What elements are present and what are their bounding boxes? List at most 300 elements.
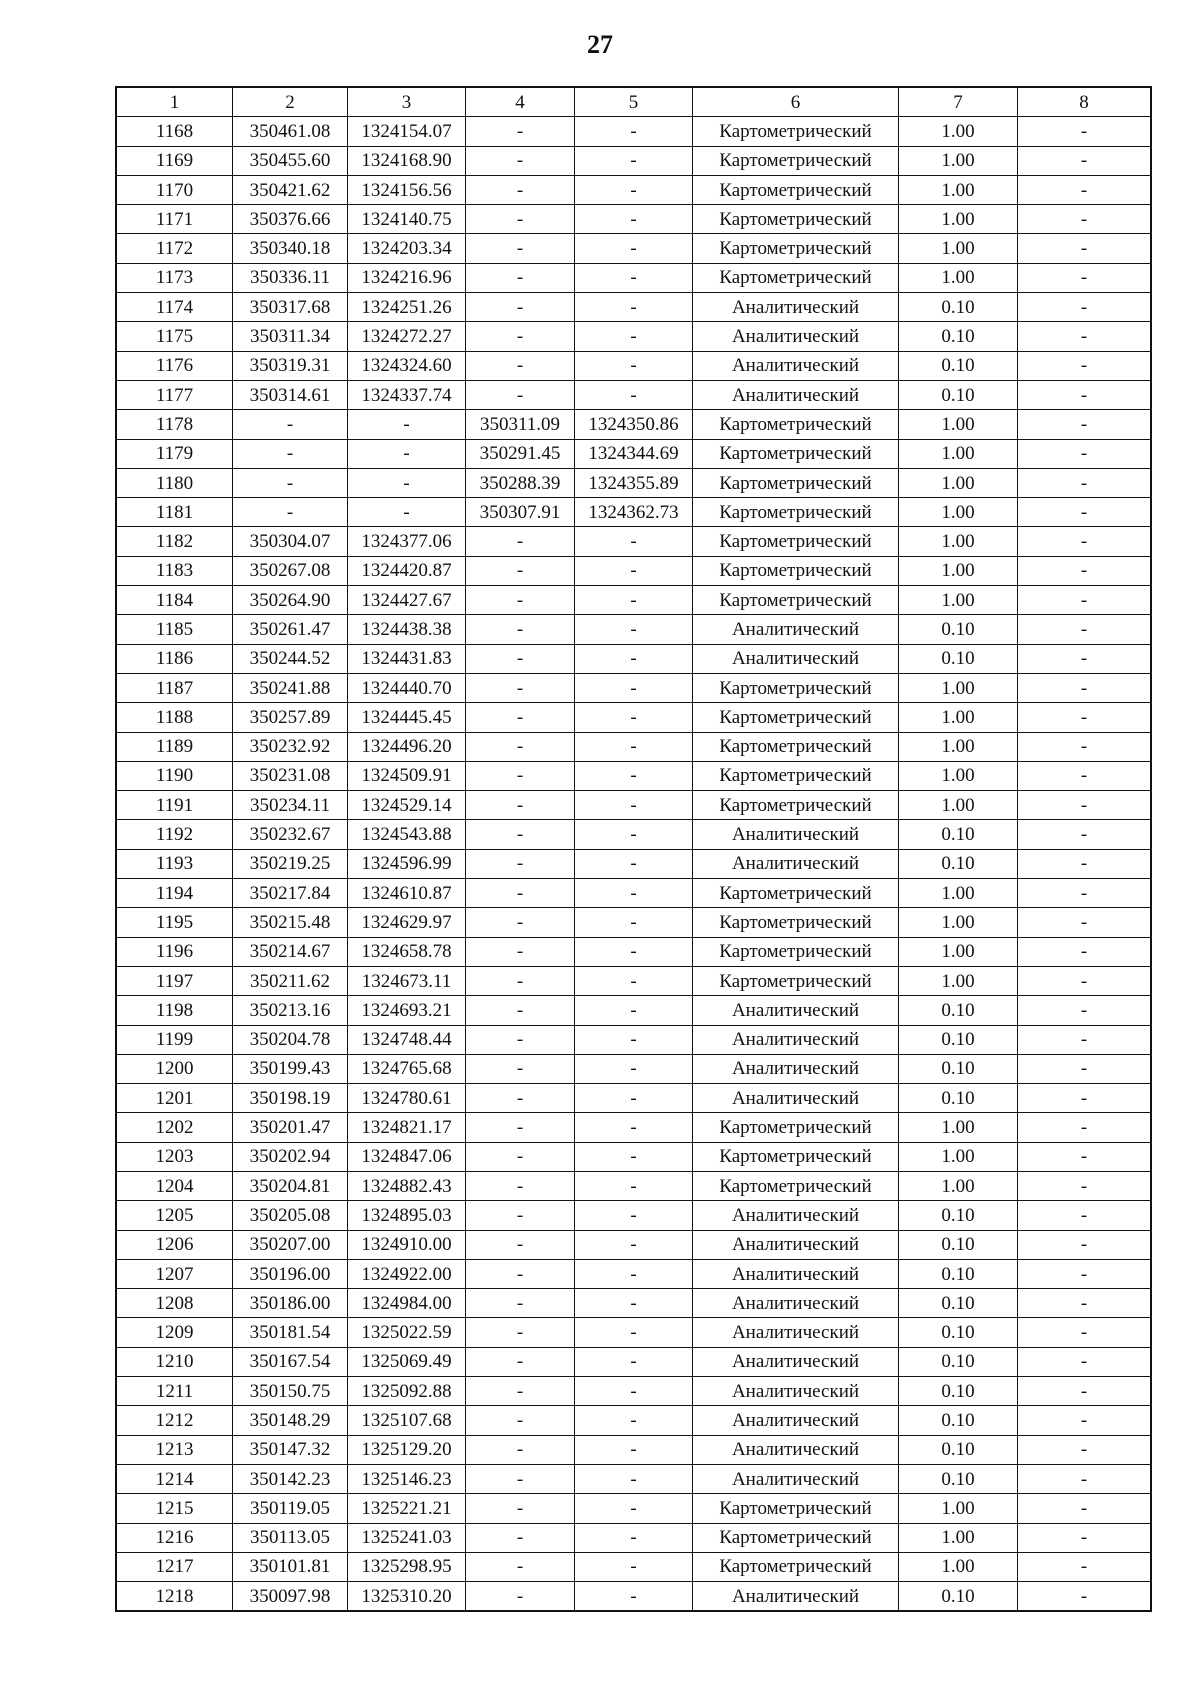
table-cell-col-7: 1.00 bbox=[899, 703, 1018, 732]
table-cell-col-5: 1324344.69 bbox=[575, 439, 693, 468]
table-row bbox=[116, 205, 1151, 234]
table-cell-col-2: 350167.54 bbox=[233, 1347, 348, 1376]
table-cell-col-6: Картометрический bbox=[693, 263, 899, 292]
table-cell-col-5: - bbox=[575, 175, 693, 204]
table-cell-col-6: Картометрический bbox=[693, 966, 899, 995]
table-cell-col-6: Аналитический bbox=[693, 322, 899, 351]
table-cell-col-7: 0.10 bbox=[899, 1054, 1018, 1083]
table-row bbox=[116, 293, 1151, 322]
table-cell-col-7: 1.00 bbox=[899, 1171, 1018, 1200]
table-cell-col-2: 350314.61 bbox=[233, 380, 348, 409]
table-cell-col-3: 1325146.23 bbox=[348, 1464, 466, 1493]
table-cell-col-1: 1208 bbox=[116, 1289, 233, 1318]
table-cell-col-8: - bbox=[1018, 1494, 1152, 1523]
table-cell-col-8: - bbox=[1018, 644, 1152, 673]
table-cell-col-1: 1184 bbox=[116, 586, 233, 615]
table-cell-col-6: Картометрический bbox=[693, 673, 899, 702]
table-cell-col-4: - bbox=[466, 1230, 575, 1259]
table-cell-col-7: 1.00 bbox=[899, 791, 1018, 820]
table-cell-col-1: 1185 bbox=[116, 615, 233, 644]
table-cell-col-8: - bbox=[1018, 966, 1152, 995]
table-cell-col-1: 1189 bbox=[116, 732, 233, 761]
table-cell-col-7: 0.10 bbox=[899, 1201, 1018, 1230]
table-cell-col-4: - bbox=[466, 673, 575, 702]
table-cell-col-6: Аналитический bbox=[693, 380, 899, 409]
table-cell-col-2: 350142.23 bbox=[233, 1464, 348, 1493]
table-cell-col-8: - bbox=[1018, 351, 1152, 380]
table-cell-col-8: - bbox=[1018, 380, 1152, 409]
table-cell-col-6: Аналитический bbox=[693, 1435, 899, 1464]
table-cell-col-3: 1324445.45 bbox=[348, 703, 466, 732]
table-cell-col-2: 350199.43 bbox=[233, 1054, 348, 1083]
table-cell-col-4: - bbox=[466, 293, 575, 322]
table-cell-col-8: - bbox=[1018, 1054, 1152, 1083]
table-cell-col-8: - bbox=[1018, 1084, 1152, 1113]
table-cell-col-1: 1212 bbox=[116, 1406, 233, 1435]
table-cell-col-2: 350317.68 bbox=[233, 293, 348, 322]
table-cell-col-1: 1187 bbox=[116, 673, 233, 702]
table-cell-col-5: - bbox=[575, 586, 693, 615]
table-cell-col-2: 350207.00 bbox=[233, 1230, 348, 1259]
table-row bbox=[116, 1552, 1151, 1581]
table-cell-col-6: Картометрический bbox=[693, 498, 899, 527]
table-cell-col-6: Аналитический bbox=[693, 1318, 899, 1347]
table-cell-col-4: - bbox=[466, 556, 575, 585]
table-cell-col-6: Аналитический bbox=[693, 1406, 899, 1435]
table-cell-col-6: Аналитический bbox=[693, 849, 899, 878]
table-cell-col-7: 0.10 bbox=[899, 351, 1018, 380]
table-row bbox=[116, 1347, 1151, 1376]
table-cell-col-1: 1177 bbox=[116, 380, 233, 409]
table-cell-col-8: - bbox=[1018, 556, 1152, 585]
table-cell-col-4: - bbox=[466, 322, 575, 351]
table-cell-col-4: - bbox=[466, 1582, 575, 1612]
table-cell-col-4: 350291.45 bbox=[466, 439, 575, 468]
table-cell-col-7: 1.00 bbox=[899, 966, 1018, 995]
table-cell-col-4: - bbox=[466, 1406, 575, 1435]
table-cell-col-1: 1188 bbox=[116, 703, 233, 732]
table-cell-col-4: - bbox=[466, 1552, 575, 1581]
table-cell-col-2: 350198.19 bbox=[233, 1084, 348, 1113]
table-cell-col-2: - bbox=[233, 468, 348, 497]
table-cell-col-5: - bbox=[575, 1289, 693, 1318]
page-number: 27 bbox=[587, 30, 613, 59]
table-cell-col-6: Картометрический bbox=[693, 117, 899, 146]
table-row bbox=[116, 1054, 1151, 1083]
table-cell-col-8: - bbox=[1018, 410, 1152, 439]
table-cell-col-5: - bbox=[575, 966, 693, 995]
table-cell-col-7: 0.10 bbox=[899, 322, 1018, 351]
table-cell-col-3: 1324922.00 bbox=[348, 1259, 466, 1288]
column-header-4: 4 bbox=[466, 87, 575, 117]
table-cell-col-5: - bbox=[575, 703, 693, 732]
table-cell-col-1: 1204 bbox=[116, 1171, 233, 1200]
table-cell-col-7: 0.10 bbox=[899, 1435, 1018, 1464]
table-cell-col-5: - bbox=[575, 1025, 693, 1054]
table-cell-col-7: 0.10 bbox=[899, 380, 1018, 409]
table-cell-col-3: 1324673.11 bbox=[348, 966, 466, 995]
table-cell-col-5: - bbox=[575, 1230, 693, 1259]
table-cell-col-6: Картометрический bbox=[693, 234, 899, 263]
table-cell-col-7: 0.10 bbox=[899, 644, 1018, 673]
table-cell-col-6: Аналитический bbox=[693, 996, 899, 1025]
table-cell-col-4: - bbox=[466, 996, 575, 1025]
table-cell-col-6: Аналитический bbox=[693, 1464, 899, 1493]
table-row bbox=[116, 498, 1151, 527]
table-cell-col-6: Картометрический bbox=[693, 1113, 899, 1142]
table-row bbox=[116, 703, 1151, 732]
table-cell-col-1: 1210 bbox=[116, 1347, 233, 1376]
table-cell-col-8: - bbox=[1018, 732, 1152, 761]
table-row bbox=[116, 410, 1151, 439]
table-cell-col-8: - bbox=[1018, 234, 1152, 263]
table-cell-col-1: 1190 bbox=[116, 761, 233, 790]
table-cell-col-4: 350288.39 bbox=[466, 468, 575, 497]
table-cell-col-4: - bbox=[466, 791, 575, 820]
table-cell-col-6: Картометрический bbox=[693, 1171, 899, 1200]
table-cell-col-8: - bbox=[1018, 1377, 1152, 1406]
table-cell-col-5: 1324355.89 bbox=[575, 468, 693, 497]
table-cell-col-7: 1.00 bbox=[899, 908, 1018, 937]
table-cell-col-8: - bbox=[1018, 1347, 1152, 1376]
table-cell-col-4: - bbox=[466, 205, 575, 234]
table-cell-col-2: 350241.88 bbox=[233, 673, 348, 702]
table-cell-col-6: Картометрический bbox=[693, 439, 899, 468]
table-cell-col-7: 1.00 bbox=[899, 556, 1018, 585]
table-row bbox=[116, 1113, 1151, 1142]
table-cell-col-6: Картометрический bbox=[693, 1552, 899, 1581]
table-cell-col-7: 0.10 bbox=[899, 1347, 1018, 1376]
table-cell-col-3: - bbox=[348, 468, 466, 497]
table-cell-col-3: - bbox=[348, 439, 466, 468]
table-cell-col-8: - bbox=[1018, 820, 1152, 849]
table-cell-col-1: 1199 bbox=[116, 1025, 233, 1054]
table-cell-col-3: 1324693.21 bbox=[348, 996, 466, 1025]
table-cell-col-1: 1211 bbox=[116, 1377, 233, 1406]
table-cell-col-7: 0.10 bbox=[899, 996, 1018, 1025]
table-cell-col-5: - bbox=[575, 761, 693, 790]
table-cell-col-3: 1324431.83 bbox=[348, 644, 466, 673]
table-cell-col-4: - bbox=[466, 1347, 575, 1376]
column-header-5: 5 bbox=[575, 87, 693, 117]
table-cell-col-2: 350461.08 bbox=[233, 117, 348, 146]
table-cell-col-6: Картометрический bbox=[693, 586, 899, 615]
column-header-7: 7 bbox=[899, 87, 1018, 117]
table-cell-col-8: - bbox=[1018, 175, 1152, 204]
table-cell-col-3: 1324251.26 bbox=[348, 293, 466, 322]
table-cell-col-4: - bbox=[466, 380, 575, 409]
table-cell-col-3: 1324496.20 bbox=[348, 732, 466, 761]
table-row bbox=[116, 937, 1151, 966]
table-cell-col-2: 350261.47 bbox=[233, 615, 348, 644]
table-cell-col-8: - bbox=[1018, 322, 1152, 351]
table-row bbox=[116, 1171, 1151, 1200]
table-cell-col-5: - bbox=[575, 820, 693, 849]
table-cell-col-4: - bbox=[466, 849, 575, 878]
table-cell-col-4: - bbox=[466, 1142, 575, 1171]
table-cell-col-3: 1324337.74 bbox=[348, 380, 466, 409]
table-cell-col-6: Аналитический bbox=[693, 1084, 899, 1113]
table-cell-col-5: 1324362.73 bbox=[575, 498, 693, 527]
table-cell-col-2: 350336.11 bbox=[233, 263, 348, 292]
table-cell-col-4: - bbox=[466, 234, 575, 263]
table-row bbox=[116, 351, 1151, 380]
table-cell-col-2: 350148.29 bbox=[233, 1406, 348, 1435]
table-cell-col-4: - bbox=[466, 117, 575, 146]
table-row bbox=[116, 1084, 1151, 1113]
table-row bbox=[116, 234, 1151, 263]
table-cell-col-5: - bbox=[575, 673, 693, 702]
table-cell-col-8: - bbox=[1018, 1259, 1152, 1288]
table-cell-col-8: - bbox=[1018, 527, 1152, 556]
table-cell-col-3: 1324847.06 bbox=[348, 1142, 466, 1171]
table-cell-col-3: 1324509.91 bbox=[348, 761, 466, 790]
table-row bbox=[116, 1142, 1151, 1171]
table-cell-col-4: - bbox=[466, 615, 575, 644]
table-cell-col-7: 1.00 bbox=[899, 732, 1018, 761]
table-cell-col-8: - bbox=[1018, 996, 1152, 1025]
table-cell-col-4: - bbox=[466, 1113, 575, 1142]
table-cell-col-5: - bbox=[575, 908, 693, 937]
table-cell-col-7: 1.00 bbox=[899, 1142, 1018, 1171]
table-cell-col-8: - bbox=[1018, 263, 1152, 292]
table-cell-col-1: 1216 bbox=[116, 1523, 233, 1552]
table-cell-col-2: 350455.60 bbox=[233, 146, 348, 175]
table-cell-col-6: Аналитический bbox=[693, 1025, 899, 1054]
table-cell-col-1: 1202 bbox=[116, 1113, 233, 1142]
table-cell-col-6: Картометрический bbox=[693, 146, 899, 175]
table-cell-col-6: Картометрический bbox=[693, 879, 899, 908]
table-cell-col-4: - bbox=[466, 937, 575, 966]
table-cell-col-1: 1186 bbox=[116, 644, 233, 673]
table-cell-col-2: 350201.47 bbox=[233, 1113, 348, 1142]
table-cell-col-8: - bbox=[1018, 1113, 1152, 1142]
table-cell-col-2: 350150.75 bbox=[233, 1377, 348, 1406]
table-cell-col-5: - bbox=[575, 1406, 693, 1435]
table-cell-col-2: - bbox=[233, 498, 348, 527]
table-cell-col-3: 1324438.38 bbox=[348, 615, 466, 644]
table-cell-col-7: 0.10 bbox=[899, 615, 1018, 644]
table-cell-col-8: - bbox=[1018, 703, 1152, 732]
table-cell-col-4: 350311.09 bbox=[466, 410, 575, 439]
table-cell-col-3: 1324440.70 bbox=[348, 673, 466, 702]
table-cell-col-8: - bbox=[1018, 1025, 1152, 1054]
table-cell-col-2: 350232.92 bbox=[233, 732, 348, 761]
table-cell-col-3: 1324140.75 bbox=[348, 205, 466, 234]
table-cell-col-3: 1324324.60 bbox=[348, 351, 466, 380]
table-cell-col-8: - bbox=[1018, 1230, 1152, 1259]
table-cell-col-2: 350234.11 bbox=[233, 791, 348, 820]
table-cell-col-6: Аналитический bbox=[693, 1201, 899, 1230]
table-cell-col-7: 0.10 bbox=[899, 1289, 1018, 1318]
table-cell-col-8: - bbox=[1018, 849, 1152, 878]
table-cell-col-2: 350113.05 bbox=[233, 1523, 348, 1552]
table-cell-col-3: 1325092.88 bbox=[348, 1377, 466, 1406]
column-header-1: 1 bbox=[116, 87, 233, 117]
table-cell-col-2: 350204.78 bbox=[233, 1025, 348, 1054]
table-cell-col-3: 1324216.96 bbox=[348, 263, 466, 292]
table-cell-col-3: 1324168.90 bbox=[348, 146, 466, 175]
table-cell-col-2: 350196.00 bbox=[233, 1259, 348, 1288]
table-cell-col-1: 1180 bbox=[116, 468, 233, 497]
table-cell-col-7: 1.00 bbox=[899, 439, 1018, 468]
table-cell-col-8: - bbox=[1018, 937, 1152, 966]
table-cell-col-8: - bbox=[1018, 879, 1152, 908]
table-cell-col-5: - bbox=[575, 263, 693, 292]
column-header-3: 3 bbox=[348, 87, 466, 117]
table-row bbox=[116, 1230, 1151, 1259]
table-cell-col-2: 350181.54 bbox=[233, 1318, 348, 1347]
table-cell-col-7: 0.10 bbox=[899, 1582, 1018, 1612]
table-cell-col-3: 1324427.67 bbox=[348, 586, 466, 615]
table-cell-col-8: - bbox=[1018, 615, 1152, 644]
table-cell-col-1: 1181 bbox=[116, 498, 233, 527]
table-cell-col-7: 0.10 bbox=[899, 1377, 1018, 1406]
table-cell-col-6: Картометрический bbox=[693, 1494, 899, 1523]
table-cell-col-3: 1324629.97 bbox=[348, 908, 466, 937]
table-cell-col-3: 1324910.00 bbox=[348, 1230, 466, 1259]
table-cell-col-1: 1174 bbox=[116, 293, 233, 322]
table-cell-col-6: Картометрический bbox=[693, 527, 899, 556]
table-row bbox=[116, 791, 1151, 820]
table-cell-col-4: - bbox=[466, 879, 575, 908]
table-cell-col-1: 1217 bbox=[116, 1552, 233, 1581]
table-cell-col-3: 1324420.87 bbox=[348, 556, 466, 585]
table-cell-col-7: 1.00 bbox=[899, 673, 1018, 702]
table-cell-col-8: - bbox=[1018, 1406, 1152, 1435]
table-cell-col-3: 1324377.06 bbox=[348, 527, 466, 556]
table-cell-col-6: Картометрический bbox=[693, 732, 899, 761]
table-cell-col-8: - bbox=[1018, 1171, 1152, 1200]
table-cell-col-8: - bbox=[1018, 439, 1152, 468]
table-cell-col-8: - bbox=[1018, 146, 1152, 175]
table-cell-col-6: Картометрический bbox=[693, 791, 899, 820]
table-cell-col-5: - bbox=[575, 556, 693, 585]
table-cell-col-8: - bbox=[1018, 1523, 1152, 1552]
table-cell-col-6: Аналитический bbox=[693, 1054, 899, 1083]
table-cell-col-3: 1324203.34 bbox=[348, 234, 466, 263]
table-cell-col-8: - bbox=[1018, 117, 1152, 146]
table-row bbox=[116, 146, 1151, 175]
table-cell-col-1: 1192 bbox=[116, 820, 233, 849]
table-cell-col-7: 0.10 bbox=[899, 1025, 1018, 1054]
table-cell-col-1: 1207 bbox=[116, 1259, 233, 1288]
table-cell-col-5: - bbox=[575, 1494, 693, 1523]
table-cell-col-6: Картометрический bbox=[693, 556, 899, 585]
table-cell-col-6: Аналитический bbox=[693, 1289, 899, 1318]
table-cell-col-4: - bbox=[466, 351, 575, 380]
table-cell-col-1: 1209 bbox=[116, 1318, 233, 1347]
column-header-2: 2 bbox=[233, 87, 348, 117]
column-header-6: 6 bbox=[693, 87, 899, 117]
table-row bbox=[116, 1201, 1151, 1230]
table-cell-col-4: - bbox=[466, 175, 575, 204]
table-row bbox=[116, 966, 1151, 995]
table-cell-col-5: - bbox=[575, 1259, 693, 1288]
table-cell-col-7: 0.10 bbox=[899, 1406, 1018, 1435]
table-cell-col-7: 1.00 bbox=[899, 1523, 1018, 1552]
table-cell-col-5: - bbox=[575, 849, 693, 878]
table-cell-col-1: 1170 bbox=[116, 175, 233, 204]
table-row bbox=[116, 1582, 1151, 1612]
table-cell-col-5: - bbox=[575, 1523, 693, 1552]
table-cell-col-5: - bbox=[575, 351, 693, 380]
table-cell-col-2: 350319.31 bbox=[233, 351, 348, 380]
table-row bbox=[116, 1464, 1151, 1493]
table-cell-col-8: - bbox=[1018, 1435, 1152, 1464]
table-cell-col-2: 350211.62 bbox=[233, 966, 348, 995]
table-cell-col-5: - bbox=[575, 1347, 693, 1376]
table-cell-col-7: 0.10 bbox=[899, 1259, 1018, 1288]
table-cell-col-5: 1324350.86 bbox=[575, 410, 693, 439]
table-cell-col-8: - bbox=[1018, 1201, 1152, 1230]
table-cell-col-5: - bbox=[575, 732, 693, 761]
table-cell-col-1: 1195 bbox=[116, 908, 233, 937]
table-cell-col-2: 350257.89 bbox=[233, 703, 348, 732]
table-cell-col-8: - bbox=[1018, 1464, 1152, 1493]
table-cell-col-6: Аналитический bbox=[693, 1582, 899, 1612]
table-cell-col-3: 1325022.59 bbox=[348, 1318, 466, 1347]
table-cell-col-5: - bbox=[575, 996, 693, 1025]
table-cell-col-5: - bbox=[575, 791, 693, 820]
table-row bbox=[116, 1435, 1151, 1464]
table-cell-col-4: - bbox=[466, 146, 575, 175]
table-cell-col-5: - bbox=[575, 1318, 693, 1347]
table-cell-col-7: 1.00 bbox=[899, 175, 1018, 204]
table-cell-col-6: Аналитический bbox=[693, 351, 899, 380]
table-cell-col-2: 350421.62 bbox=[233, 175, 348, 204]
table-cell-col-8: - bbox=[1018, 468, 1152, 497]
table-cell-col-5: - bbox=[575, 1552, 693, 1581]
table-cell-col-6: Картометрический bbox=[693, 175, 899, 204]
table-cell-col-4: - bbox=[466, 1259, 575, 1288]
table-cell-col-8: - bbox=[1018, 791, 1152, 820]
table-cell-col-5: - bbox=[575, 937, 693, 966]
table-cell-col-5: - bbox=[575, 527, 693, 556]
table-cell-col-2: 350215.48 bbox=[233, 908, 348, 937]
table-cell-col-2: 350340.18 bbox=[233, 234, 348, 263]
table-row bbox=[116, 1289, 1151, 1318]
table-cell-col-2: - bbox=[233, 410, 348, 439]
table-cell-col-2: 350267.08 bbox=[233, 556, 348, 585]
table-cell-col-4: - bbox=[466, 644, 575, 673]
table-cell-col-1: 1214 bbox=[116, 1464, 233, 1493]
table-cell-col-3: 1324895.03 bbox=[348, 1201, 466, 1230]
table-cell-col-7: 0.10 bbox=[899, 849, 1018, 878]
table-row bbox=[116, 556, 1151, 585]
table-cell-col-2: 350231.08 bbox=[233, 761, 348, 790]
table-cell-col-3: 1324748.44 bbox=[348, 1025, 466, 1054]
table-row bbox=[116, 263, 1151, 292]
table-cell-col-6: Картометрический bbox=[693, 703, 899, 732]
table-cell-col-5: - bbox=[575, 117, 693, 146]
table-cell-col-5: - bbox=[575, 1171, 693, 1200]
table-cell-col-1: 1178 bbox=[116, 410, 233, 439]
table-cell-col-4: - bbox=[466, 1171, 575, 1200]
table-cell-col-1: 1197 bbox=[116, 966, 233, 995]
table-row bbox=[116, 820, 1151, 849]
table-cell-col-6: Аналитический bbox=[693, 615, 899, 644]
table-cell-col-5: - bbox=[575, 1113, 693, 1142]
table-row bbox=[116, 439, 1151, 468]
table-cell-col-7: 0.10 bbox=[899, 1318, 1018, 1347]
table-cell-col-8: - bbox=[1018, 586, 1152, 615]
table-cell-col-5: - bbox=[575, 205, 693, 234]
table-cell-col-4: - bbox=[466, 732, 575, 761]
table-cell-col-7: 1.00 bbox=[899, 937, 1018, 966]
table-cell-col-5: - bbox=[575, 1084, 693, 1113]
table-cell-col-7: 1.00 bbox=[899, 205, 1018, 234]
